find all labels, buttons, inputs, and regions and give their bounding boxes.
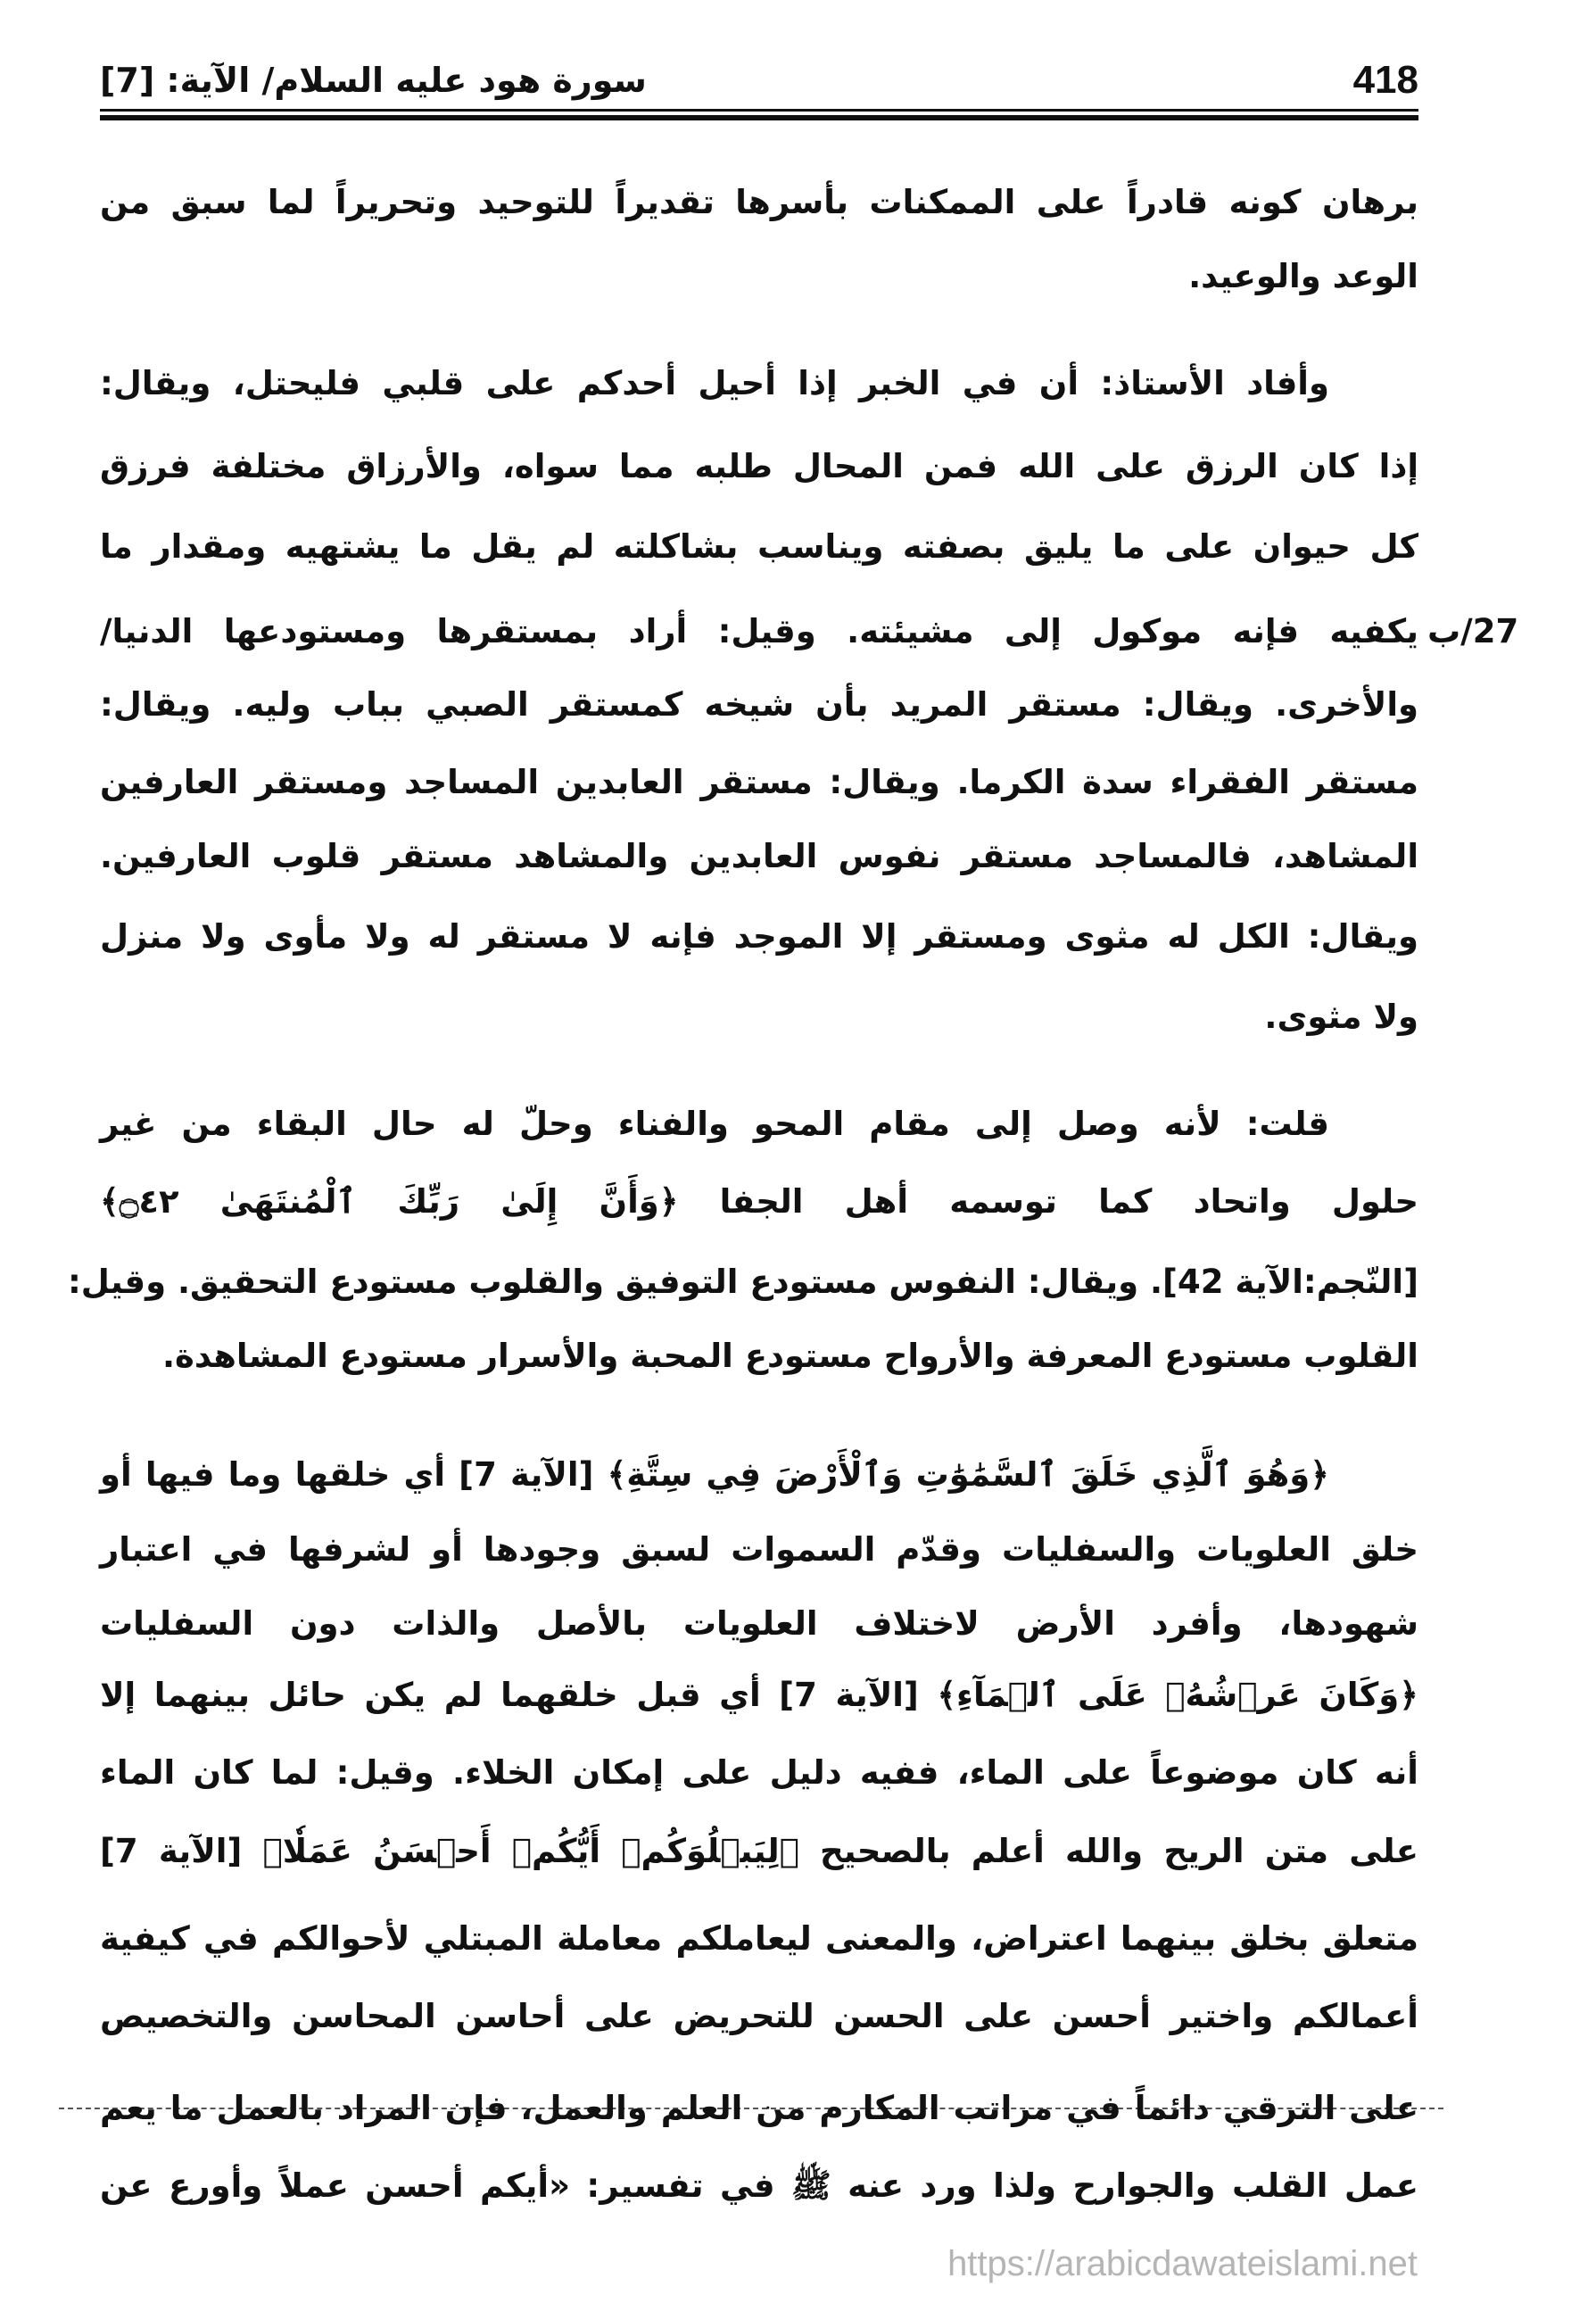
running-header-title: سورة هود عليه السلام/ الآية: [7] [100, 61, 647, 100]
text-line: يكفيه فإنه موكول إلى مشيئته. وقيل: أراد بمستقرها ومستودعها الدنيا/ [100, 612, 1418, 650]
text-line: شهودها، وأفرد الأرض لاختلاف العلويات بالأصل والذات دون السفليات [100, 1604, 1418, 1643]
text-line-with-quran-verse: ﴿وَهُوَ ٱلَّذِي خَلَقَ ٱلسَّمَٰوَٰتِ وَٱلْأَرْضَ فِي سِتَّةِ﴾ [الآية 7] أي خلقها وما فيها أو [100, 1455, 1329, 1494]
text-line: قلت: لأنه وصل إلى مقام المحو والفناء وحلّ له حال البقاء من غير [100, 1105, 1329, 1143]
text-line: خلق العلويات والسفليات وقدّم السموات لسبق وجودها أو لشرفها في اعتبار [100, 1530, 1418, 1569]
header-rule-thick [100, 115, 1418, 120]
text-line: مستقر الفقراء سدة الكرما. ويقال: مستقر العابدين المساجد ومستقر العارفين [100, 763, 1418, 801]
text-line: المشاهد، فالمساجد مستقر نفوس العابدين والمشاهد مستقر قلوب العارفين. [100, 837, 1418, 875]
watermark-url: https://arabicdawateislami.net [947, 2244, 1418, 2283]
text-line-with-quran-verse: ﴿وَكَانَ عَرۡشُهُۥ عَلَى ٱلۡمَآءِ﴾ [الآية 7] أي قبل خلقهما لم يكن حائل بينهما إلا [100, 1676, 1418, 1714]
text-line: القلوب مستودع المعرفة والأرواح مستودع المحبة والأسرار مستودع المشاهدة. [162, 1337, 1418, 1375]
text-line: [النّجم:الآية 42]. ويقال: النفوس مستودع التوفيق والقلوب مستودع التحقيق. وقيل: [67, 1263, 1418, 1301]
manuscript-folio-note: 27/ب [1427, 612, 1519, 650]
header-rule-thin [100, 109, 1418, 112]
text-line: متعلق بخلق بينهما اعتراض، والمعنى ليعاملكم معاملة المبتلي لأحوالكم في كيفية [100, 1919, 1418, 1958]
text-line: ويقال: الكل له مثوى ومستقر إلا الموجد فإنه لا مستقر له ولا مأوى ولا منزل [100, 917, 1418, 956]
text-line: برهان كونه قادراً على الممكنات بأسرها تقديراً للتوحيد وتحريراً لما سبق من [100, 183, 1418, 221]
text-line: كل حيوان على ما يليق بصفته ويناسب بشاكلته لم يقل ما يشتهيه ومقدار ما [100, 527, 1418, 566]
text-line: والأخرى. ويقال: مستقر المريد بأن شيخه كمستقر الصبي بباب وليه. ويقال: [100, 685, 1418, 724]
text-line-with-quran-verse: على متن الريح والله أعلم بالصحيح ﴿لِيَبۡلُوَكُمۡ أَيُّكُمۡ أَحۡسَنُ عَمَلٗا﴾ [الآية 7] [100, 1832, 1418, 1870]
text-line: أعمالكم واختير أحسن على الحسن للتحريض على أحاسن المحاسن والتخصيص [100, 1997, 1418, 2035]
text-line: وأفاد الأستاذ: أن في الخبر إذا أحيل أحدكم على قلبي فليحتل، ويقال: [100, 364, 1329, 402]
text-line: عمل القلب والجوارح ولذا ورد عنه ﷺ في تفسير: «أيكم أحسن عملاً وأورع عن [100, 2166, 1418, 2205]
text-line: على الترقي دائماً في مراتب المكارم من العلم والعمل، فإن المراد بالعمل ما يعم [100, 2089, 1418, 2127]
text-line: أنه كان موضوعاً على الماء، ففيه دليل على إمكان الخلاء. وقيل: لما كان الماء [100, 1753, 1418, 1792]
page-number: 418 [1352, 58, 1418, 102]
text-line: ولا مثوى. [1264, 998, 1418, 1036]
text-line: إذا كان الرزق على الله فمن المحال طلبه مما سواه، والأرزاق مختلفة فرزق [100, 447, 1418, 485]
text-line-with-quran-verse: حلول واتحاد كما توسمه أهل الجفا ﴿وَأَنَّ إِلَىٰ رَبِّكَ ٱلْمُنتَهَىٰ ۝٤٢﴾ [100, 1182, 1418, 1221]
text-line: الوعد والوعيد. [1188, 257, 1418, 295]
